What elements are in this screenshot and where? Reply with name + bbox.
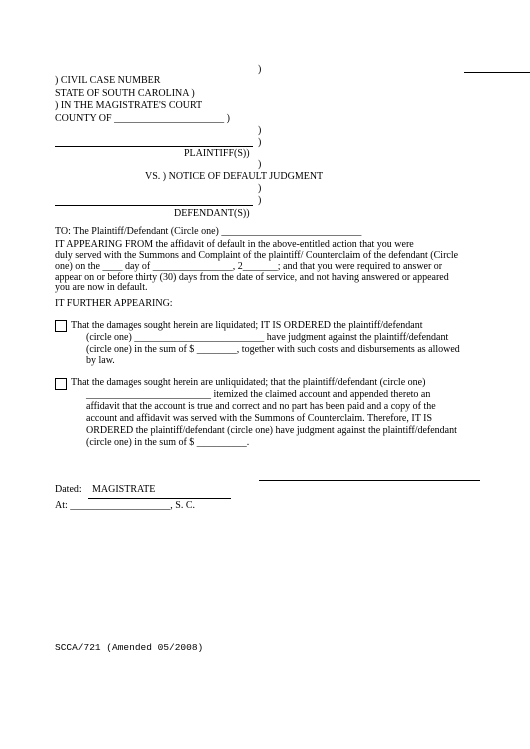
state-label: STATE OF SOUTH CAROLINA ) — [55, 88, 195, 99]
caption-paren: ) — [258, 195, 262, 206]
form-number: SCCA/721 (Amended 05/2008) — [55, 642, 204, 653]
notice-title: VS. ) NOTICE OF DEFAULT JUDGMENT — [145, 171, 324, 182]
defendant-name-line[interactable] — [55, 205, 253, 206]
option2-line[interactable]: (circle one) in the sum of $ __________. — [86, 437, 250, 448]
caption-paren: ) — [258, 64, 262, 75]
at-line[interactable]: At: ____________________, S. C. — [55, 500, 196, 511]
paragraph-line: duly served with the Summons and Complaint of the plaintiff/ Counterclaim of the defendant (Circle — [55, 250, 459, 261]
paragraph-line: IT APPEARING FROM the affidavit of default in the above-entitled action that you were — [55, 239, 414, 250]
option2-line: account and affidavit was served with the Summons of Counterclaim. Therefore, IT IS — [86, 413, 433, 424]
plaintiff-label: PLAINTIFF(S)) — [184, 148, 250, 159]
option1-line[interactable]: (circle one) in the sum of $ ________, together with such costs and disbursements as allowed — [86, 344, 460, 355]
caption-paren: ) — [258, 125, 262, 136]
caption-paren: ) — [258, 183, 262, 194]
dated-label: Dated: — [55, 484, 82, 495]
option2-line: ORDERED the plaintiff/defendant (circle one) have judgment against the plaintiff/defendant — [86, 425, 457, 436]
plaintiff-name-line[interactable] — [55, 146, 253, 147]
county-field[interactable]: COUNTY OF ______________________ ) — [55, 113, 230, 124]
paragraph-line[interactable]: one) on the ____ day of ________________, 2_______; and that you were required to answer or — [55, 261, 443, 272]
option1-line[interactable]: (circle one) __________________________ have judgment against the plaintiff/defendant — [86, 332, 449, 343]
caption-paren: ) — [258, 137, 262, 148]
liquidated-checkbox[interactable] — [55, 320, 67, 332]
date-line[interactable] — [88, 498, 231, 499]
option1-line: by law. — [86, 355, 115, 366]
option2-line: affidavit that the account is true and correct and no part has been paid and a copy of the — [86, 401, 436, 412]
unliquidated-checkbox[interactable] — [55, 378, 67, 390]
caption-paren: ) — [258, 159, 262, 170]
defendant-label: DEFENDANT(S)) — [174, 208, 250, 219]
paragraph-line: appear on or before thirty (30) days from the date of service, and not having answered or appeared — [55, 272, 449, 283]
civil-case-number-label: ) CIVIL CASE NUMBER — [55, 75, 161, 86]
option1-line: That the damages sought herein are liquidated; IT IS ORDERED the plaintiff/defendant — [71, 320, 423, 331]
option2-line: That the damages sought herein are unliquidated; that the plaintiff/defendant (circle one) — [71, 377, 426, 388]
option2-line[interactable]: _________________________ itemized the claimed account and appended thereto an — [86, 389, 431, 400]
magistrate-label: MAGISTRATE — [92, 484, 156, 495]
to-line[interactable]: TO: The Plaintiff/Defendant (Circle one) ____________________________ — [55, 226, 362, 237]
case-number-line[interactable] — [464, 72, 530, 73]
paragraph-line: you are now in default. — [55, 282, 148, 293]
further-appearing-heading: IT FURTHER APPEARING: — [55, 298, 173, 309]
court-label: ) IN THE MAGISTRATE'S COURT — [55, 100, 203, 111]
magistrate-signature-line[interactable] — [259, 480, 480, 481]
